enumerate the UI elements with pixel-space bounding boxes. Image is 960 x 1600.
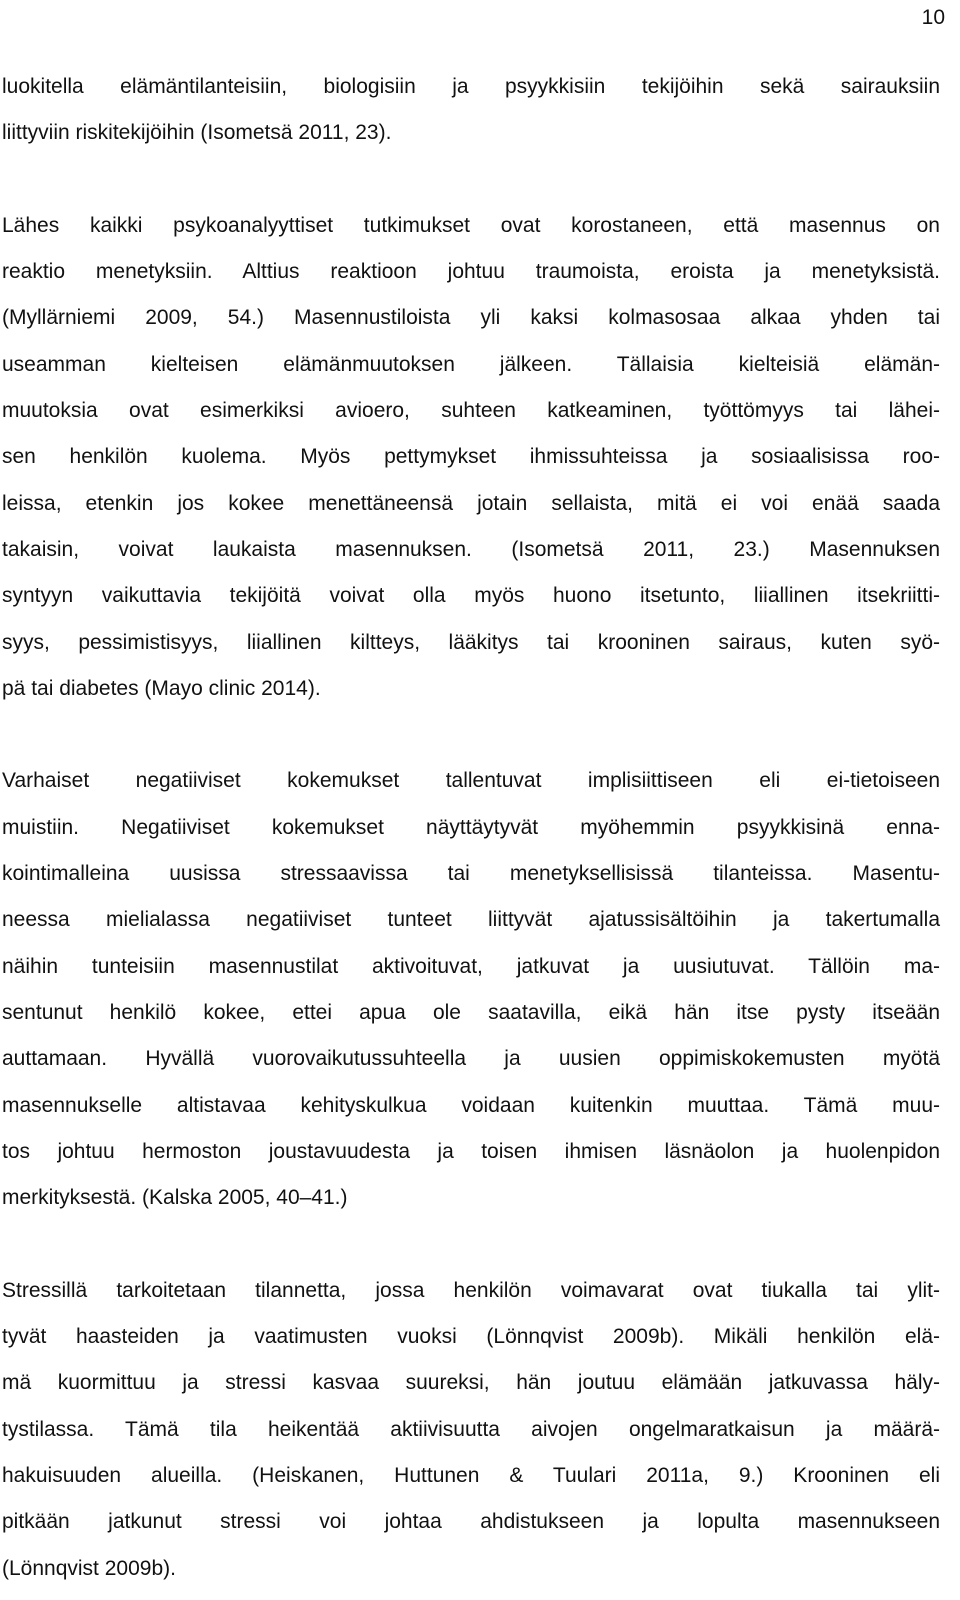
text-line: takaisin, voivat laukaista masennuksen. (Isometsä 2011, 23.) Masennuksen [2, 537, 940, 561]
document-body [2, 72, 940, 1600]
text-line: leissa, etenkin jos kokee menettäneensä jotain sellaista, mitä ei voi enää saada [2, 491, 940, 515]
paragraph-1 [2, 72, 940, 165]
text-line: tyvät haasteiden ja vaatimusten vuoksi (Lönnqvist 2009b). Mikäli henkilön elä- [2, 1325, 940, 1349]
text-line: neessa mielialassa negatiiviset tunteet liittyvät ajatussisältöihin ja takertumalla [2, 908, 940, 932]
text-line: liittyviin riskitekijöihin (Isometsä 2011, 23). [2, 121, 392, 145]
text-line: auttamaan. Hyvällä vuorovaikutussuhteella ja uusien oppimiskokemusten myötä [2, 1047, 940, 1071]
text-line: muutoksia ovat esimerkiksi avioero, suhteen katkeaminen, työttömyys tai lähei- [2, 399, 940, 423]
text-line: Lähes kaikki psykoanalyyttiset tutkimukset ovat korostaneen, että masennus on [2, 213, 940, 237]
text-line: sen henkilön kuolema. Myös pettymykset ihmissuhteissa ja sosiaalisissa roo- [2, 445, 940, 469]
text-line: mä kuormittuu ja stressi kasvaa suureksi, hän joutuu elämään jatkuvassa häly- [2, 1371, 940, 1395]
text-line: pitkään jatkunut stressi voi johtaa ahdistukseen ja lopulta masennukseen [2, 1510, 940, 1534]
text-line: syntyyn vaikuttavia tekijöitä voivat olla myös huono itsetunto, liiallinen itsekriitti- [2, 584, 940, 608]
text-line: merkityksestä. (Kalska 2005, 40–41.) [2, 1186, 348, 1210]
page-number: 10 [921, 6, 945, 29]
text-line: tos johtuu hermoston joustavuudesta ja toisen ihmisen läsnäolon ja huolenpidon [2, 1139, 940, 1163]
text-line: useamman kielteisen elämänmuutoksen jälkeen. Tällaisia kielteisiä elämän- [2, 352, 940, 376]
paragraph-gap [2, 165, 940, 211]
text-line: (Myllärniemi 2009, 54.) Masennustiloista yli kaksi kolmasosaa alkaa yhden tai [2, 306, 940, 330]
text-line: kointimalleina uusissa stressaavissa tai menetyksellisissä tilanteissa. Masentu- [2, 862, 940, 886]
text-line: Varhaiset negatiiviset kokemukset tallentuvat implisiittiseen eli ei-tietoiseen [2, 769, 940, 793]
text-line: tystilassa. Tämä tila heikentää aktiivisuutta aivojen ongelmaratkaisun ja määrä- [2, 1417, 940, 1441]
text-line: muistiin. Negatiiviset kokemukset näyttäytyvät myöhemmin psyykkisinä enna- [2, 815, 940, 839]
paragraph-2 [2, 211, 940, 720]
text-line: luokitella elämäntilanteisiin, biologisiin ja psyykkisiin tekijöihin sekä sairauksiin [2, 75, 940, 98]
text-line: (Lönnqvist 2009b). [2, 1556, 176, 1580]
text-line: pä tai diabetes (Mayo clinic 2014). [2, 676, 321, 700]
text-line: sentunut henkilö kokee, ettei apua ole saatavilla, eikä hän itse pysty itseään [2, 1000, 940, 1024]
paragraph-gap [2, 720, 940, 766]
text-line: syys, pessimistisyys, liiallinen kiltteys, lääkitys tai krooninen sairaus, kuten syö- [2, 630, 940, 654]
paragraph-3 [2, 766, 940, 1229]
text-line: Stressillä tarkoitetaan tilannetta, jossa henkilön voimavarat ovat tiukalla tai ylit- [2, 1278, 940, 1302]
text-line: reaktio menetyksiin. Alttius reaktioon johtuu traumoista, eroista ja menetyksistä. [2, 260, 940, 284]
text-line: näihin tunteisiin masennustilat aktivoituvat, jatkuvat ja uusiutuvat. Tällöin ma- [2, 954, 940, 978]
paragraph-gap [2, 1229, 940, 1275]
text-line: hakuisuuden alueilla. (Heiskanen, Huttunen & Tuulari 2011a, 9.) Krooninen eli [2, 1463, 940, 1487]
paragraph-4 [2, 1276, 940, 1600]
text-line: masennukselle altistavaa kehityskulkua voidaan kuitenkin muuttaa. Tämä muu- [2, 1093, 940, 1117]
